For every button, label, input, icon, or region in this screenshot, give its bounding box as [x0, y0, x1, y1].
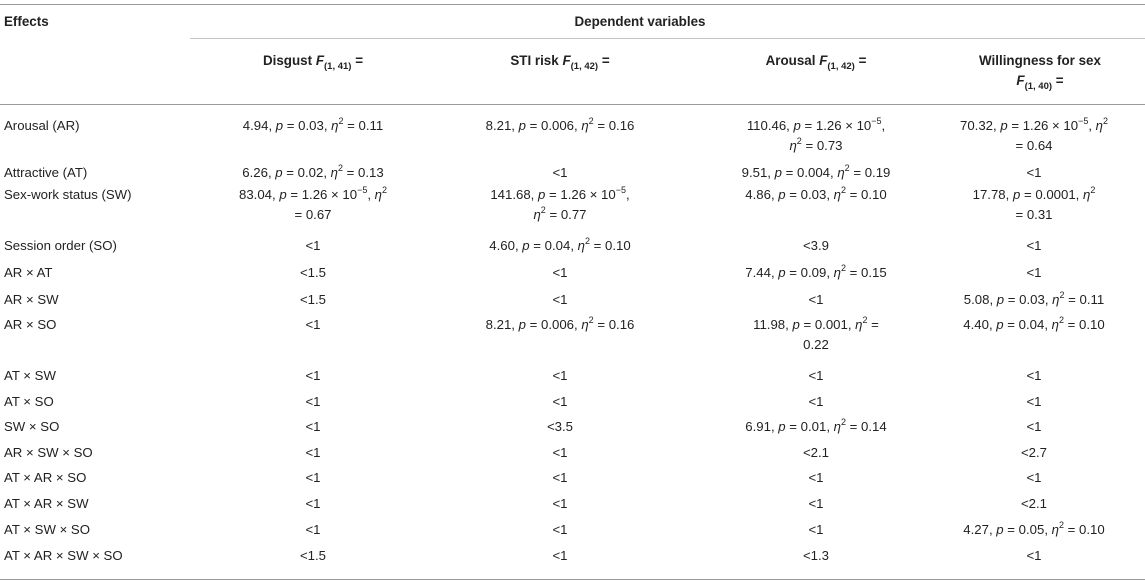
row-effect: AT × AR × SW	[4, 496, 89, 511]
cell-sti: <1	[552, 292, 568, 307]
row-effect: Session order (SO)	[4, 238, 117, 253]
table-bottom-rule	[0, 579, 1145, 580]
header-willingness: Willingness for sex	[979, 53, 1101, 68]
row-effect: AR × SW × SO	[4, 445, 93, 460]
cell-arousal: <1.3	[802, 548, 830, 563]
cell-arousal: 4.86, p = 0.03, $\eta^2 = 0.10$	[745, 185, 887, 202]
cell-arousal: <1	[808, 292, 824, 307]
cell-disgust: <1	[305, 368, 321, 383]
group-header-rule	[190, 38, 1145, 39]
cell-disgust: <1	[305, 445, 321, 460]
cell-sti: 4.60, p = 0.04, $\eta^2 = 0.10$	[489, 236, 631, 253]
cell-arousal: <3.9	[802, 238, 830, 253]
header-effects: Effects	[4, 14, 49, 29]
cell-arousal: 7.44, p = 0.09, $\eta^2 = 0.15$	[745, 263, 887, 280]
cell-arousal-cont: $\eta^2 = 0.73$	[789, 136, 843, 153]
cell-willingness: <1	[1026, 265, 1042, 280]
header-sti-risk: STI risk $F_{(1, 42)}$ =	[510, 53, 610, 72]
cell-arousal: <1	[808, 522, 824, 537]
cell-disgust: <1	[305, 317, 321, 332]
row-effect: AT × SW × SO	[4, 522, 90, 537]
cell-disgust-cont: = 0.67	[294, 207, 332, 222]
row-effect: AT × AR × SW × SO	[4, 548, 123, 563]
cell-arousal-cont: 0.22	[803, 337, 829, 352]
cell-disgust: <1	[305, 522, 321, 537]
header-bottom-rule	[0, 104, 1145, 105]
cell-sti: <1	[552, 496, 568, 511]
cell-arousal: <1	[808, 394, 824, 409]
cell-willingness: <1	[1026, 238, 1042, 253]
cell-willingness: 17.78, p = 0.0001, $\eta^2$	[972, 185, 1096, 202]
row-effect: AR × SO	[4, 317, 57, 332]
cell-disgust: <1	[305, 496, 321, 511]
cell-arousal: 9.51, p = 0.004, $\eta^2 = 0.19$	[741, 163, 891, 180]
cell-willingness-cont: = 0.64	[1015, 138, 1053, 153]
cell-arousal: <1	[808, 368, 824, 383]
cell-disgust: <1.5	[299, 548, 327, 563]
cell-arousal: <2.1	[802, 445, 830, 460]
cell-willingness: <1	[1026, 419, 1042, 434]
header-arousal: Arousal $F_{(1, 42)}$ =	[765, 53, 867, 72]
row-effect: AR × SW	[4, 292, 59, 307]
cell-sti: <1	[552, 394, 568, 409]
cell-sti: 8.21, p = 0.006, $\eta^2 = 0.16$	[485, 315, 635, 332]
cell-willingness: <2.7	[1020, 445, 1048, 460]
cell-sti: 141.68, $p = 1.26 \times 10^{-5}$,	[490, 185, 630, 202]
row-effect: AR × AT	[4, 265, 53, 280]
cell-sti: 8.21, p = 0.006, $\eta^2 = 0.16$	[485, 116, 635, 133]
cell-sti: <1	[552, 165, 568, 180]
table-top-rule	[0, 4, 1145, 5]
cell-disgust: <1	[305, 394, 321, 409]
row-effect: AT × SO	[4, 394, 54, 409]
row-effect: Attractive (AT)	[4, 165, 88, 180]
row-effect: Sex-work status (SW)	[4, 187, 132, 202]
cell-disgust: <1	[305, 238, 321, 253]
cell-willingness: 5.08, p = 0.03, $\eta^2 = 0.11$	[963, 290, 1105, 307]
cell-disgust: <1	[305, 470, 321, 485]
row-effect: SW × SO	[4, 419, 60, 434]
cell-sti-cont: $\eta^2 = 0.77$	[533, 205, 587, 222]
header-disgust: Disgust $F_{(1, 41)}$ =	[262, 53, 364, 72]
row-effect: AT × SW	[4, 368, 56, 383]
cell-willingness: <1	[1026, 548, 1042, 563]
cell-disgust: <1.5	[299, 292, 327, 307]
cell-disgust: <1.5	[299, 265, 327, 280]
cell-willingness: <1	[1026, 368, 1042, 383]
cell-arousal: <1	[808, 470, 824, 485]
cell-sti: <1	[552, 445, 568, 460]
cell-arousal: 11.98, p = 0.001, $\eta^2$ =	[753, 315, 879, 332]
cell-willingness: <1	[1026, 165, 1042, 180]
cell-willingness: 4.27, p = 0.05, $\eta^2 = 0.10$	[963, 520, 1105, 537]
cell-disgust: 6.26, p = 0.02, $\eta^2 = 0.13$	[242, 163, 384, 180]
row-effect: AT × AR × SO	[4, 470, 87, 485]
cell-sti: <1	[552, 522, 568, 537]
cell-sti: <3.5	[546, 419, 574, 434]
cell-disgust: 83.04, $p = 1.26 \times 10^{-5}$, $\eta^2$	[238, 185, 388, 202]
cell-arousal: 6.91, p = 0.01, $\eta^2 = 0.14$	[745, 417, 887, 434]
cell-sti: <1	[552, 265, 568, 280]
cell-willingness: <2.1	[1020, 496, 1048, 511]
row-effect: Arousal (AR)	[4, 118, 80, 133]
cell-willingness: 70.32, $p = 1.26 \times 10^{-5}$, $\eta^2$	[959, 116, 1109, 133]
cell-sti: <1	[552, 368, 568, 383]
cell-willingness: 4.40, p = 0.04, $\eta^2 = 0.10$	[963, 315, 1105, 332]
cell-disgust: 4.94, p = 0.03, $\eta^2 = 0.11$	[242, 116, 384, 133]
cell-willingness-cont: = 0.31	[1015, 207, 1053, 222]
cell-sti: <1	[552, 548, 568, 563]
cell-arousal: 110.46, $p = 1.26 \times 10^{-5}$,	[746, 116, 886, 133]
cell-willingness: <1	[1026, 470, 1042, 485]
cell-disgust: <1	[305, 419, 321, 434]
cell-willingness: <1	[1026, 394, 1042, 409]
cell-arousal: <1	[808, 496, 824, 511]
header-dependent-variables: Dependent variables	[574, 14, 706, 29]
header-willingness-stat: $F_{(1, 40)}$ =	[1016, 73, 1064, 92]
cell-sti: <1	[552, 470, 568, 485]
